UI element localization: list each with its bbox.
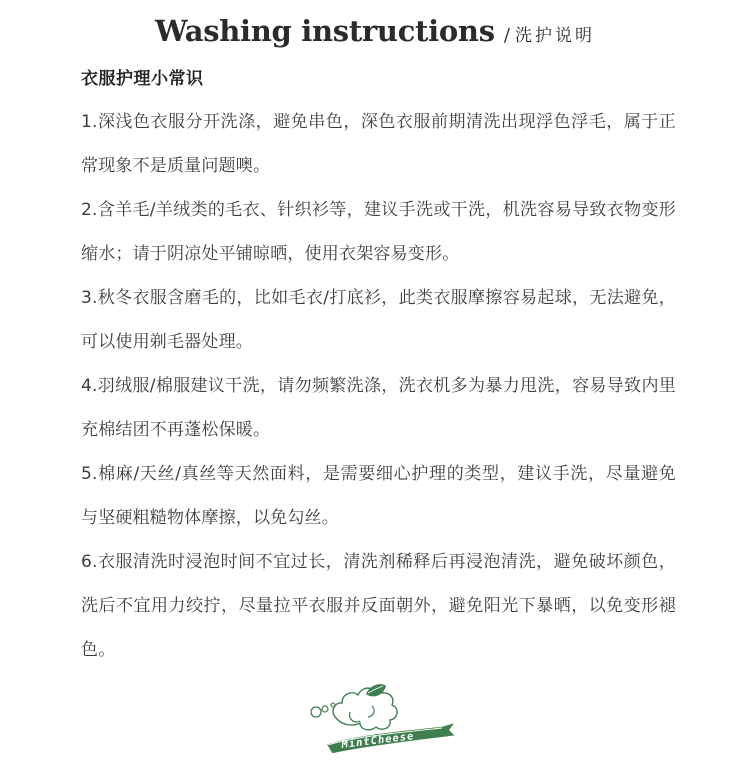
page-title xyxy=(0,14,750,48)
brand-logo-icon xyxy=(306,672,462,756)
title-separator: / xyxy=(503,25,510,46)
care-tip-5: 5.棉麻/天丝/真丝等天然面料，是需要细心护理的类型，建议手洗，尽量避免与坚硬粗糙物体摩擦，以免勾丝。 xyxy=(81,464,676,528)
title-english: Washing instructions xyxy=(154,14,495,48)
care-tip-1: 1.深浅色衣服分开洗涤，避免串色，深色衣服前期清洗出现浮色浮毛，属于正常现象不是质量问题噢。 xyxy=(81,112,676,176)
care-tip-6: 6.衣服清洗时浸泡时间不宜过长，清洗剂稀释后再浸泡清洗，避免破坏颜色，洗后不宜用力绞拧，尽量拉平衣服并反面朝外，避免阳光下暴晒，以免变形褪色。 xyxy=(81,552,676,660)
care-tip-2: 2.含羊毛/羊绒类的毛衣、针织衫等，建议手洗或干洗，机洗容易导致衣物变形缩水；请于阴凉处平铺晾晒，使用衣架容易变形。 xyxy=(81,200,676,264)
svg-text:MintCheese: MintCheese xyxy=(340,730,416,751)
title-chinese: 洗护说明 xyxy=(515,26,595,46)
brand-logo xyxy=(306,672,462,756)
care-tip-4: 4.羽绒服/棉服建议干洗，请勿频繁洗涤，洗衣机多为暴力甩洗，容易导致内里充棉结团不再蓬松保暖。 xyxy=(81,376,676,440)
section-subtitle: 衣服护理小常识 xyxy=(81,69,204,89)
care-tip-3: 3.秋冬衣服含磨毛的，比如毛衣/打底衫，此类衣服摩擦容易起球，无法避免，可以使用剃毛器处理。 xyxy=(81,288,676,352)
care-tips-list xyxy=(81,100,676,672)
